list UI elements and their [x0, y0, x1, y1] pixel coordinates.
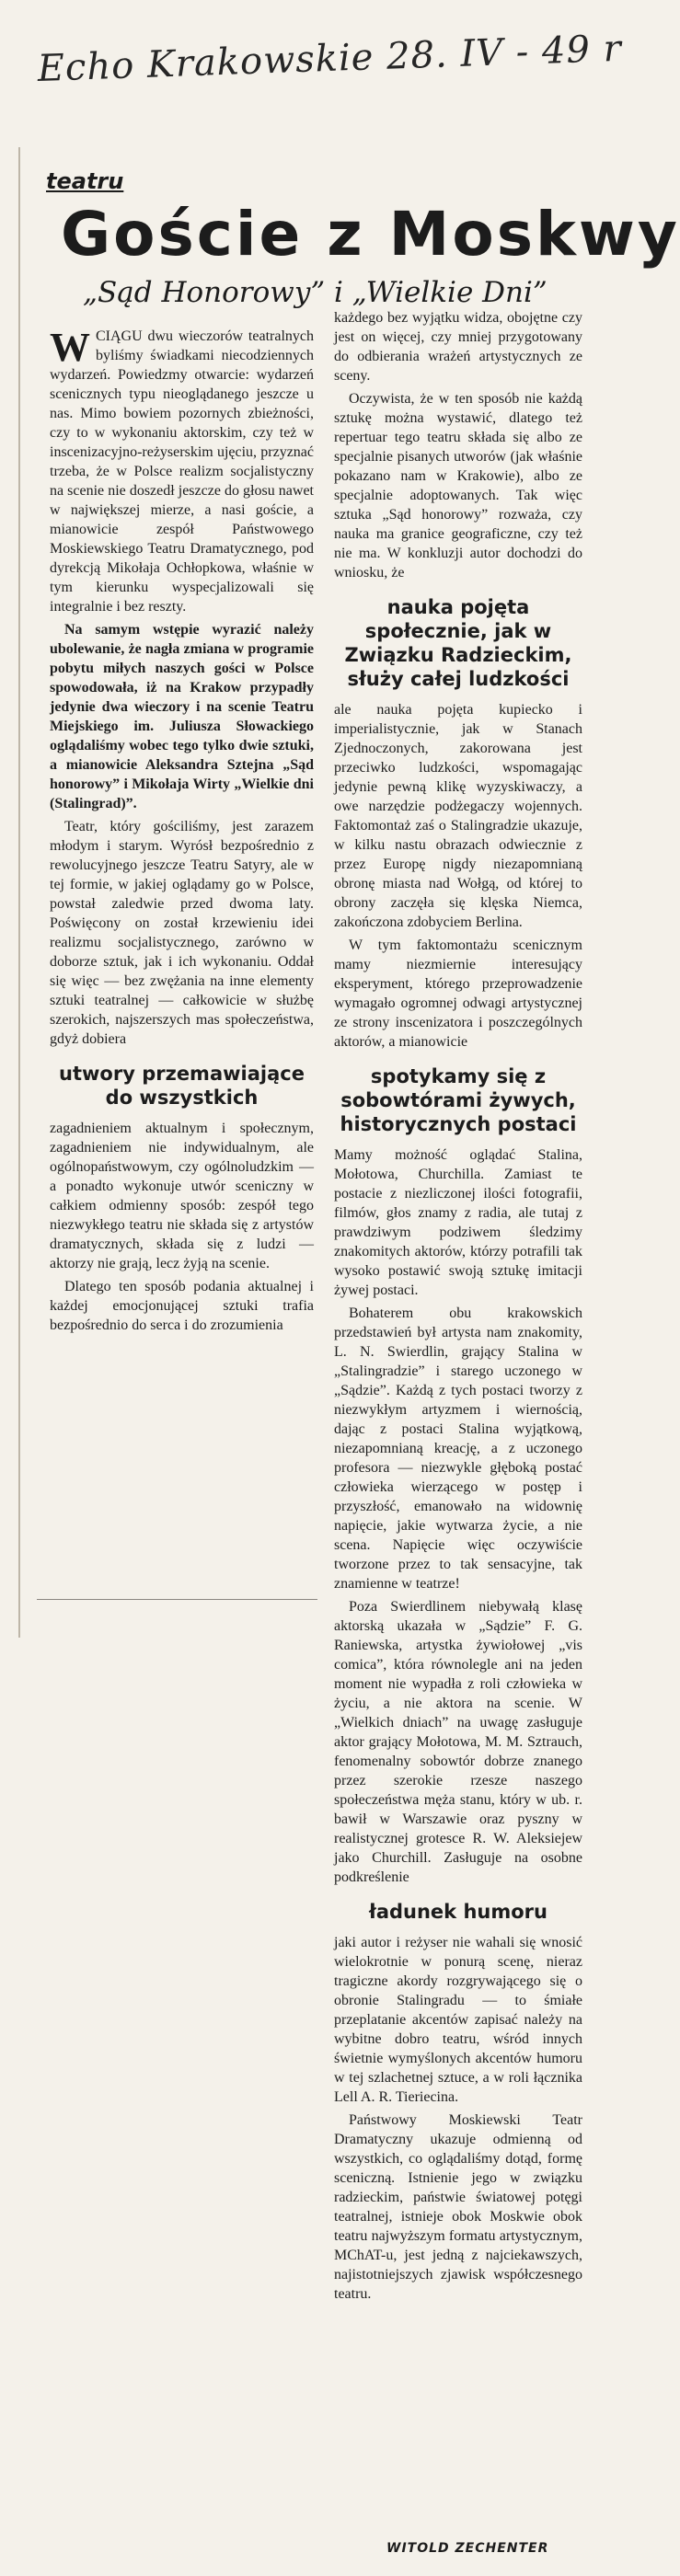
handwritten-source-note: Echo Krakowskie 28. IV - 49 r	[37, 27, 623, 90]
paragraph: Poza Swierdlinem niebywałą klasę aktorską ukazała w „Sądzie” F. G. Raniewska, artystka żywiołowej „vis comica”, która równolegle ani na jeden moment nie wypadła z roli człowieka w życiu, a nie aktora na scenie. W „Wielkich dniach” na uwagę zasługuje aktor grający Mołotowa, M. M. Sztrauch, fenomenalny sobowtór dobrze znanego przez szerokie rzesze naszego społeczeństwa męża stanu, który w ub. r. bawił w Warszawie oraz pyszny w realistycznej grotesce R. W. Aleksiejew jako Churchill. Zasługuje na osobne podkreślenie	[334, 1599, 582, 1885]
paragraph: jaki autor i reżyser nie wahali się wnosić wielokrotnie w ponurą scenę, nieraz tragiczne akordy rozgrywającego się o obronie Stalingradu — to śmiałe przeplatanie akcentów zapisać należy na wybitne dobro teatru, wśród innych świetnie wymyślonych akcentów humoru w tej szlachetnej sztuce, a w roli łącznika Lell A. R. Tieriecina.	[334, 1935, 582, 2105]
paragraph: Państwowy Moskiewski Teatr Dramatyczny ukazuje odmienną od wszystkich, co oglądaliśmy dotąd, formę sceniczną. Istnienie jego w związku radzieckim, państwie światowej potęgi teatralnej, istnieje obok Moskwie obok teatru najwyższym formatu artystycznym, MChAT-u, jest jedną z najciekawszych, najistotniejszych zjawisk współczesnego teatru.	[334, 2112, 582, 2302]
paragraph: Teatr, który gościliśmy, jest zarazem młodym i starym. Wyrósł bezpośrednio z rewolucyjnego jeszcze Teatru Satyry, ale w tej formie, w jakiej oglądamy go w Polsce, powstał zaledwie przed dwoma laty. Poświęcony on został krzewieniu idei realizmu socjalistycznego, zarówno w doborze sztuk, jak i ich wykonaniu. Oddał się więc — bez zwężania na inne elementy sztuki teatralnej — całkowicie w służbę szerokich, najszerszych mas społeczeństwa, gdyż dobiera	[50, 819, 314, 1047]
paragraph: Mamy możność oglądać Stalina, Mołotowa, Churchilla. Zamiast te postacie z niezliczonej ilości fotografii, filmów, głos znamy z radia, ale tutaj z prawdziwym podziwem śledzimy znakomitych aktorów, którzy potrafili tak wysoko postawić swoją sztukę imitacji żywej postaci.	[334, 1147, 582, 1298]
paragraph: Dlatego ten sposób podania aktualnej i każdej emocjonującej sztuki trafia bezpośrednio do serca i do zrozumienia	[50, 1279, 314, 1333]
subheading: utwory przemawiające do wszystkich	[59, 1063, 305, 1109]
article-column-left	[50, 327, 314, 1339]
paragraph: ale nauka pojęta kupiecko i imperialistycznie, jak w Stanach Zjednoczonych, zakorowana jest przeciwko ludzkości, wspomagając jedynie pewną klikę wyzyskiwaczy, a owe narzędzie podżegaczy wojennych. Faktomontaż zaś o Stalingradzie ukazuje, w kilku nastu obrazach odwiecznie z przez Europę nigdy niezapomnianą obronę miasta nad Wołgą, od której to obrony zaczęła się klęska Niemca, zakończona zdobyciem Berlina.	[334, 702, 582, 930]
page-edge	[18, 147, 20, 1638]
column-divider	[37, 1599, 317, 1600]
paragraph: WCIĄGU dwu wieczorów teatralnych byliśmy świadkami niecodziennych wydarzeń. Powiedzmy otwarcie: wydarzeń scenicznych typu nieoglądanego jeszcze u nas. Mimo bowiem pozornych zbieżności, czy to w wykonaniu aktorskim, czy też w inscenizacyjno-reżyserskim ujęciu, przyznać trzeba, że w Polsce realizm socjalistyczny na scenie nie doszedł jeszcze do głosu nawet w największej mierze, a nasi goście, a mianowicie zespół Państwowego Moskiewskiego Teatru Dramatycznego, pod dyrekcją Mikołaja Ochłopkowa, właśnie w tym kierunku wyspecjalizowali się integralnie i bez reszty.	[50, 325, 314, 615]
dropcap: W	[50, 325, 90, 370]
subheading: ładunek humoru	[369, 1901, 547, 1923]
subheading: spotykamy się z sobowtórami żywych, historycznych postaci	[340, 1065, 577, 1135]
paragraph: każdego bez wyjątku widza, obojętne czy jest on więcej, czy mniej przygotowany do odbierania wrażeń artystycznych ze sceny.	[334, 310, 582, 384]
paragraph: zagadnieniem aktualnym i społecznym, zagadnieniem nie indywidualnym, ale ogólnopaństwowym, czy ogólnoludzkim — a ponadto wykonuje utwór sceniczny w całkiem odmienny sposób: zespół tego niezwykłego teatru nie składa się z artystów dramatycznych, składa się z ludzi — aktorzy nie grają, lecz żyją na scenie.	[50, 1121, 314, 1271]
author-signature: WITOLD ZECHENTER	[386, 2541, 549, 2556]
article-title: Goście z Moskwy	[61, 199, 680, 270]
paragraph: Bohaterem obu krakowskich przedstawień był artysta nam znakomity, L. N. Swierdlin, grający Stalina w „Stalingradzie” i starego uczonego w „Sądzie”. Każdą z tych postaci tworzy z niezwykłym artyzmem i wiernością, dając z postaci Stalina wyjątkową, niezapomnianą kreację, a z uczonego profesora — niezwykle głęboką postać człowieka wierzącego w postęp i przyszłość, emanowało na widownię napięcie, jakie wytwarza życie, a nie scena. Napięcie więc oczywiście tworzone przez to tak sensacyjne, tak znamienne w teatrze!	[334, 1305, 582, 1592]
paragraph: Na samym wstępie wyrazić należy ubolewanie, że nagła zmiana w programie pobytu miłych naszych gości w Polsce spowodowała, iż na Krakow przypadły jedynie dwa wieczory i na scenie Teatru Miejskiego im. Juliusza Słowackiego oglądaliśmy wobec tego tylko dwie sztuki, a mianowicie Aleksandra Sztejna „Sąd honorowy” i Mikołaja Wirty „Wielkie dni (Stalingrad)”.	[50, 622, 314, 811]
subheading: nauka pojęta społecznie, jak w Związku Radzieckim, służy całej ludzkości	[344, 596, 572, 690]
article-subtitle: „Sąd Honorowy” i „Wielkie Dni”	[83, 276, 547, 309]
section-label: teatru	[46, 168, 124, 194]
article-column-right	[334, 308, 582, 2307]
paragraph: Oczywista, że w ten sposób nie każdą sztukę można wystawić, dlatego też repertuar tego teatru składa się albo ze specjalnie pisanych utworów (jak właśnie pokazano nam w Krakowie), albo ze specjalnie adoptowanych. Tak więc sztuka „Sąd honorowy” rozważa, czy nauka ma granice geograficzne, czy też nie ma. W konkluzji autor dochodzi do wniosku, że	[334, 391, 582, 581]
paragraph: W tym faktomontażu scenicznym mamy niezmiernie interesujący eksperyment, którego przeprowadzenie wymagało ogromnej odwagi artystycznej ze strony inscenizatora i poszczególnych aktorów, a mianowicie	[334, 937, 582, 1050]
